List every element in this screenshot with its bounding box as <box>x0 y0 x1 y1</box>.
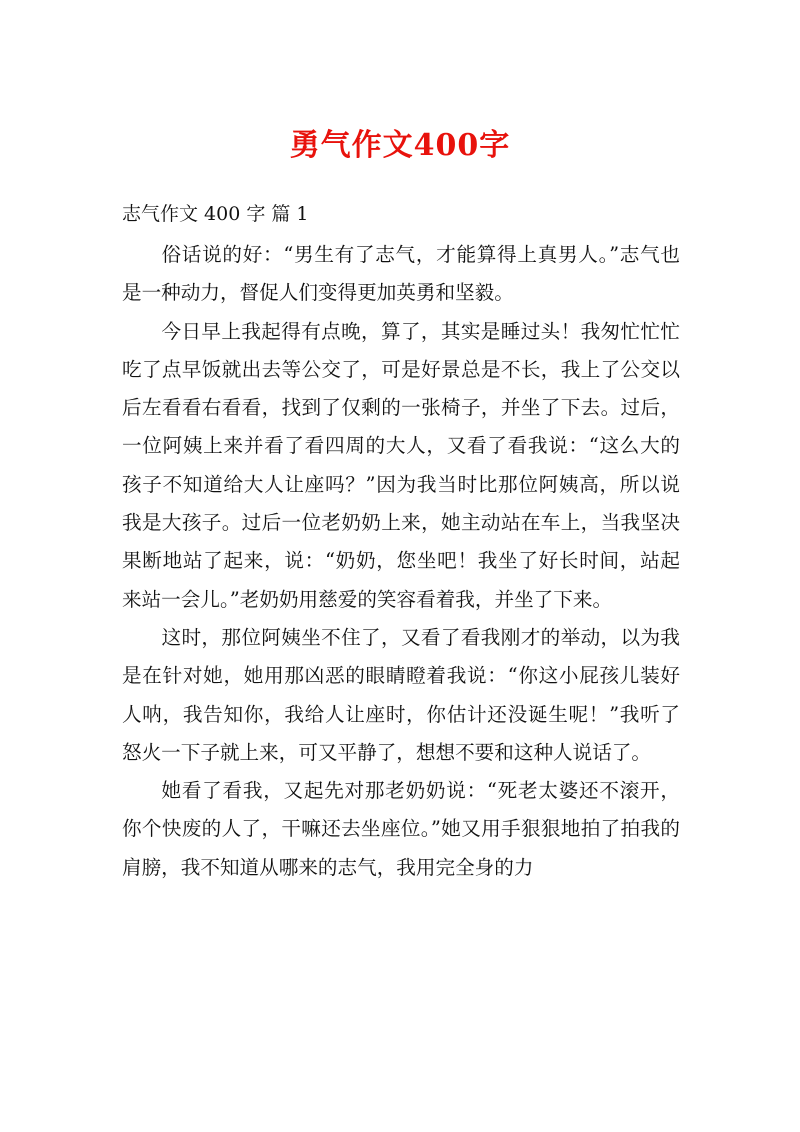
page-title: 勇气作文400字 <box>289 128 511 163</box>
essay-subtitle: 志气作文 400 字 篇 1 <box>122 203 309 225</box>
essay-body <box>122 236 680 887</box>
paragraph-3: 这时，那位阿姨坐不住了，又看了看我刚才的举动，以为我是在针对她，她用那凶恶的眼睛瞪着我说：“你这小屁孩儿装好人呐，我告知你，我给人让座时，你估计还没诞生呢！”我听了怒火一下子就上来，可又平静了，想想不要和这种人说话了。 <box>122 625 680 764</box>
paragraph-2: 今日早上我起得有点晚，算了，其实是睡过头！我匆忙忙忙吃了点早饭就出去等公交了，可是好景总是不长，我上了公交以后左看看右看看，找到了仅剩的一张椅子，并坐了下去。过后，一位阿姨上来并看了看四周的大人，又看了看我说：“这么大的孩子不知道给大人让座吗？”因为我当时比那位阿姨高，所以说我是大孩子。过后一位老奶奶上来，她主动站在车上，当我坚决果断地站了起来，说：“奶奶，您坐吧！我坐了好长时间，站起来站一会儿。”老奶奶用慈爱的笑容看着我，并坐了下来。 <box>122 319 680 611</box>
paragraph-1: 俗话说的好：“男生有了志气，才能算得上真男人。”志气也是一种动力，督促人们变得更加英勇和坚毅。 <box>122 243 680 305</box>
paragraph-4: 她看了看我，又起先对那老奶奶说：“死老太婆还不滚开，你个快废的人了，干嘛还去坐座位。”她又用手狠狠地拍了拍我的肩膀，我不知道从哪来的志气，我用完全身的力 <box>122 779 680 879</box>
